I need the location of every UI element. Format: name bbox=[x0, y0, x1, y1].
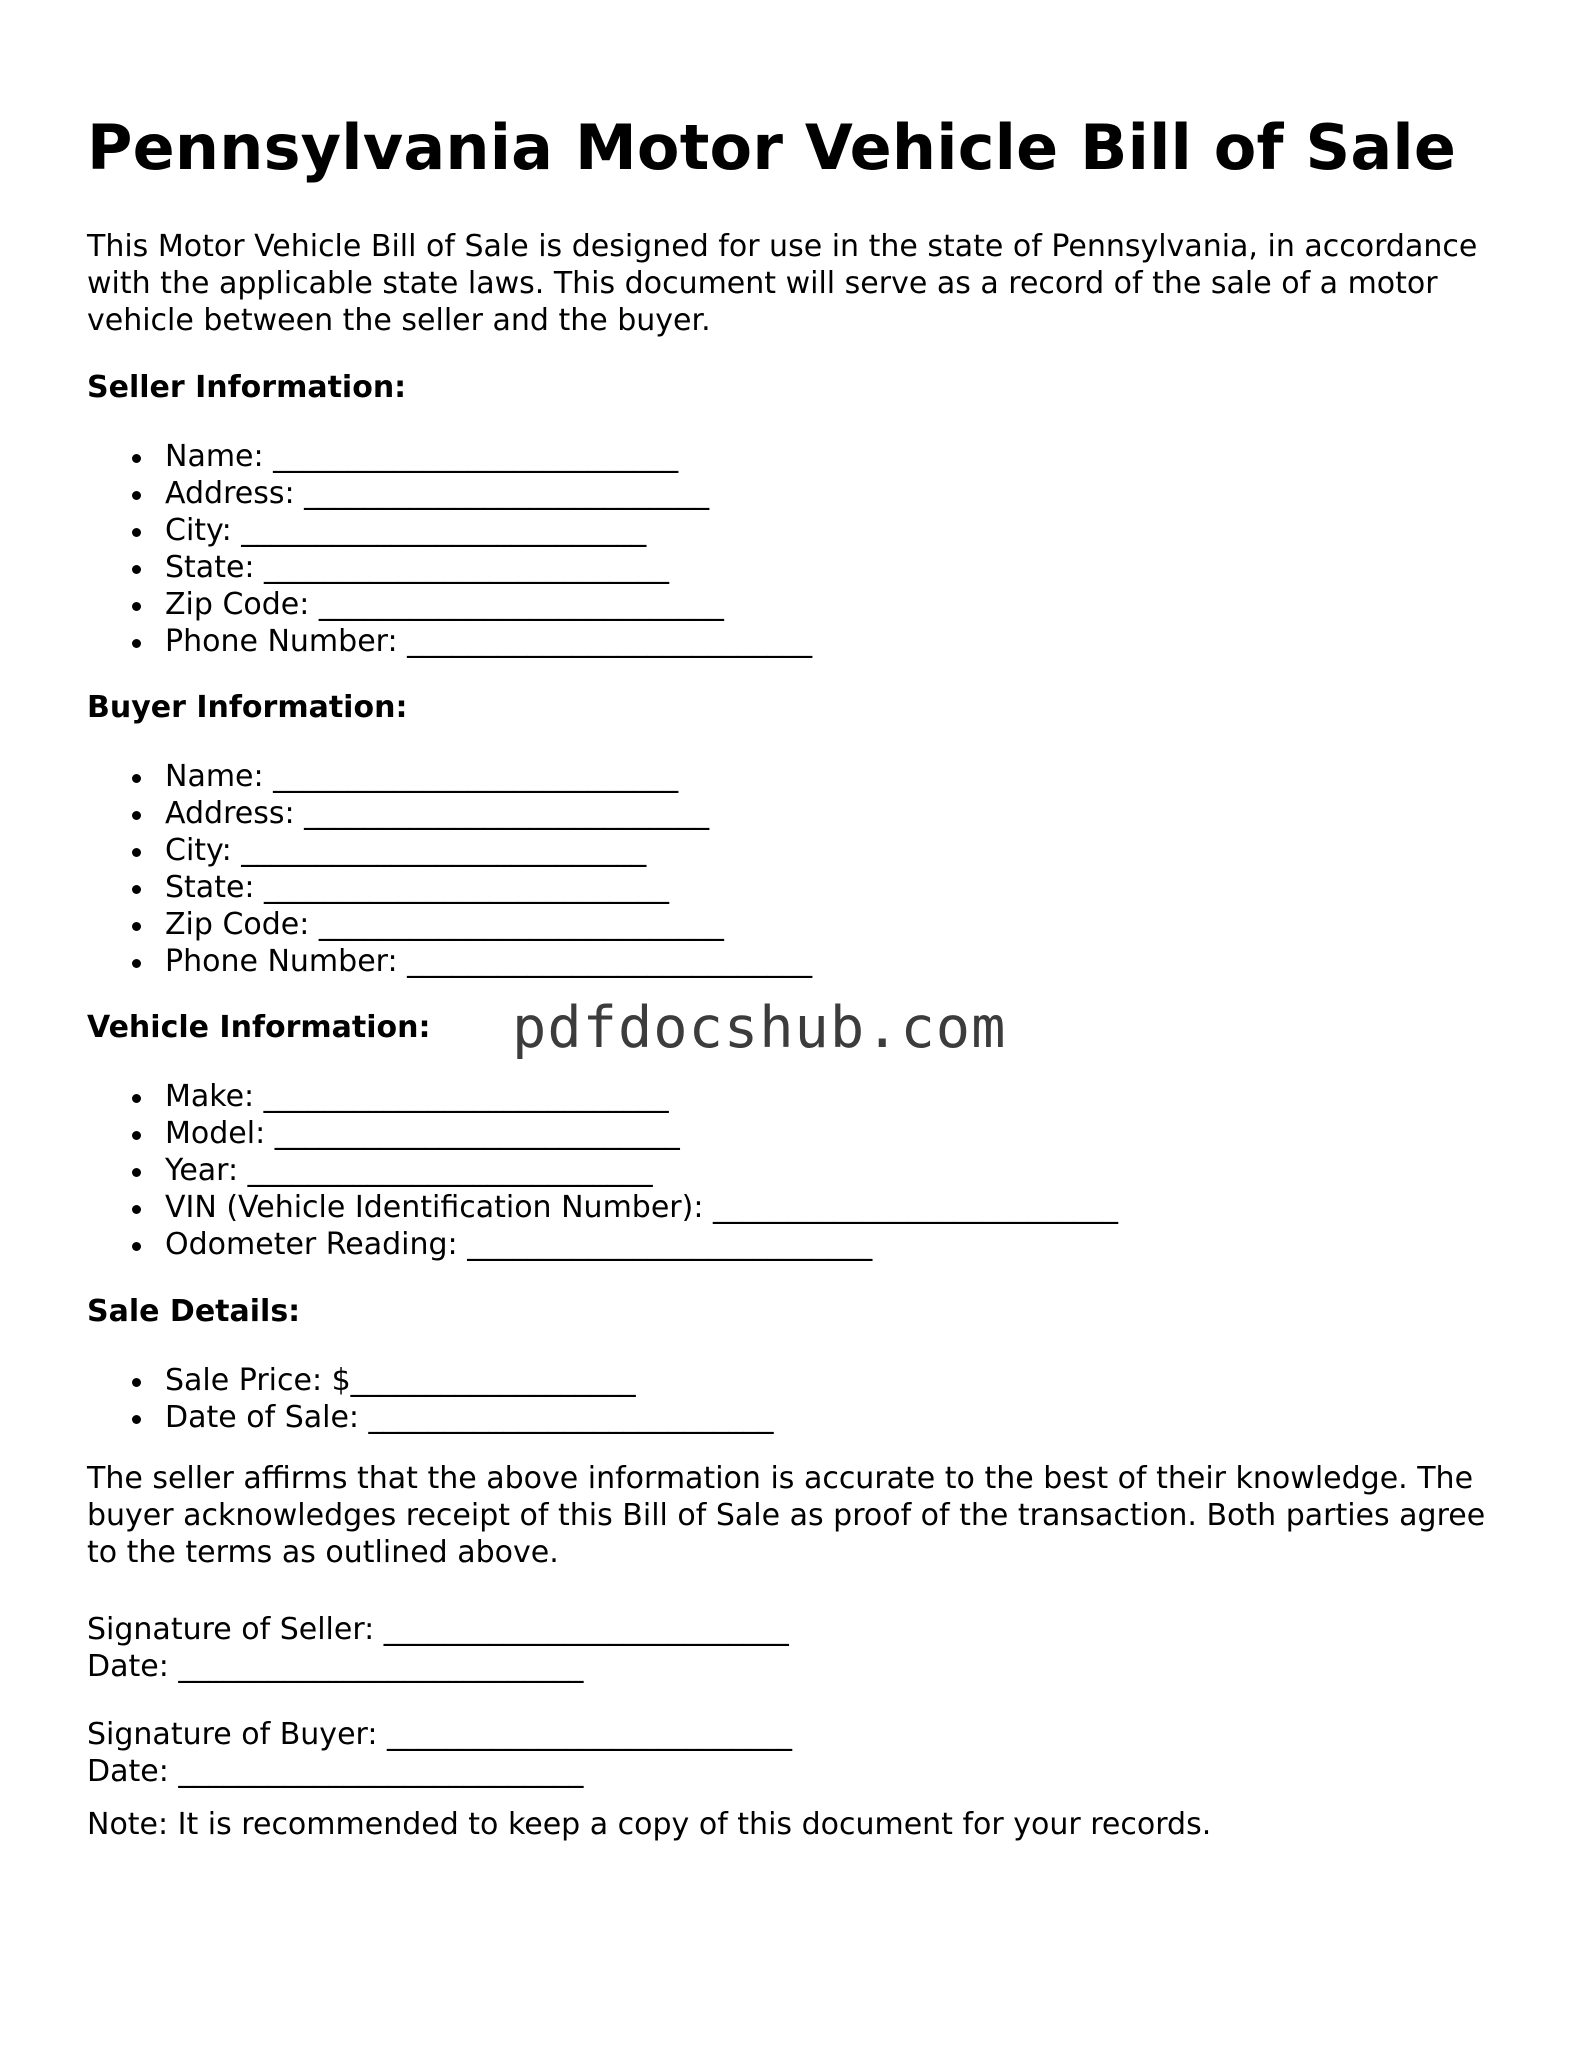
seller-state-field: State: ___________________________ bbox=[87, 549, 812, 586]
buyer-signature-line: Signature of Buyer: ___________________________ bbox=[87, 1717, 792, 1752]
buyer-heading: Buyer Information: bbox=[87, 690, 408, 725]
buyer-city-field: City: ___________________________ bbox=[87, 832, 812, 869]
sale-heading: Sale Details: bbox=[87, 1294, 301, 1329]
seller-phone-field: Phone Number: ___________________________ bbox=[87, 623, 812, 660]
sale-price-field: Sale Price: $___________________ bbox=[87, 1362, 774, 1399]
buyer-fields-list bbox=[87, 758, 812, 980]
vehicle-model-field: Model: ___________________________ bbox=[87, 1115, 1118, 1152]
seller-name-field: Name: ___________________________ bbox=[87, 438, 812, 475]
sale-fields-list bbox=[87, 1362, 774, 1436]
buyer-zip-field: Zip Code: ___________________________ bbox=[87, 906, 812, 943]
buyer-state-field: State: ___________________________ bbox=[87, 869, 812, 906]
watermark: pdfdocshub.com bbox=[512, 995, 1007, 1061]
seller-fields-list bbox=[87, 438, 812, 660]
vehicle-fields-list bbox=[87, 1078, 1118, 1263]
records-note: Note: It is recommended to keep a copy of this document for your records. bbox=[87, 1807, 1212, 1842]
seller-heading: Seller Information: bbox=[87, 370, 407, 405]
intro-paragraph: This Motor Vehicle Bill of Sale is designed for use in the state of Pennsylvania, in accordance with the applicable state laws. This document will serve as a record of the sale of a motor vehicle between the seller and the buyer. bbox=[87, 229, 1478, 338]
buyer-name-field: Name: ___________________________ bbox=[87, 758, 812, 795]
vehicle-odometer-field: Odometer Reading: ___________________________ bbox=[87, 1226, 1118, 1263]
vehicle-heading: Vehicle Information: bbox=[87, 1010, 431, 1045]
vehicle-year-field: Year: ___________________________ bbox=[87, 1152, 1118, 1189]
seller-zip-field: Zip Code: ___________________________ bbox=[87, 586, 812, 623]
vehicle-make-field: Make: ___________________________ bbox=[87, 1078, 1118, 1115]
document-title: Pennsylvania Motor Vehicle Bill of Sale bbox=[87, 111, 1457, 184]
buyer-signature-block bbox=[87, 1716, 792, 1790]
seller-address-field: Address: ___________________________ bbox=[87, 475, 812, 512]
sale-date-field: Date of Sale: ___________________________ bbox=[87, 1399, 774, 1436]
buyer-address-field: Address: ___________________________ bbox=[87, 795, 812, 832]
seller-signature-block bbox=[87, 1611, 789, 1685]
buyer-phone-field: Phone Number: ___________________________ bbox=[87, 943, 812, 980]
vehicle-vin-field: VIN (Vehicle Identification Number): ___________________________ bbox=[87, 1189, 1118, 1226]
seller-city-field: City: ___________________________ bbox=[87, 512, 812, 549]
seller-signature-line: Signature of Seller: ___________________________ bbox=[87, 1612, 789, 1647]
buyer-date-line: Date: ___________________________ bbox=[87, 1754, 584, 1789]
affirmation-paragraph: The seller affirms that the above information is accurate to the best of their knowledge. The buyer acknowledges receipt of this Bill of Sale as proof of the transaction. Both parties agree to the terms as outlined above. bbox=[87, 1461, 1486, 1570]
seller-date-line: Date: ___________________________ bbox=[87, 1649, 584, 1684]
